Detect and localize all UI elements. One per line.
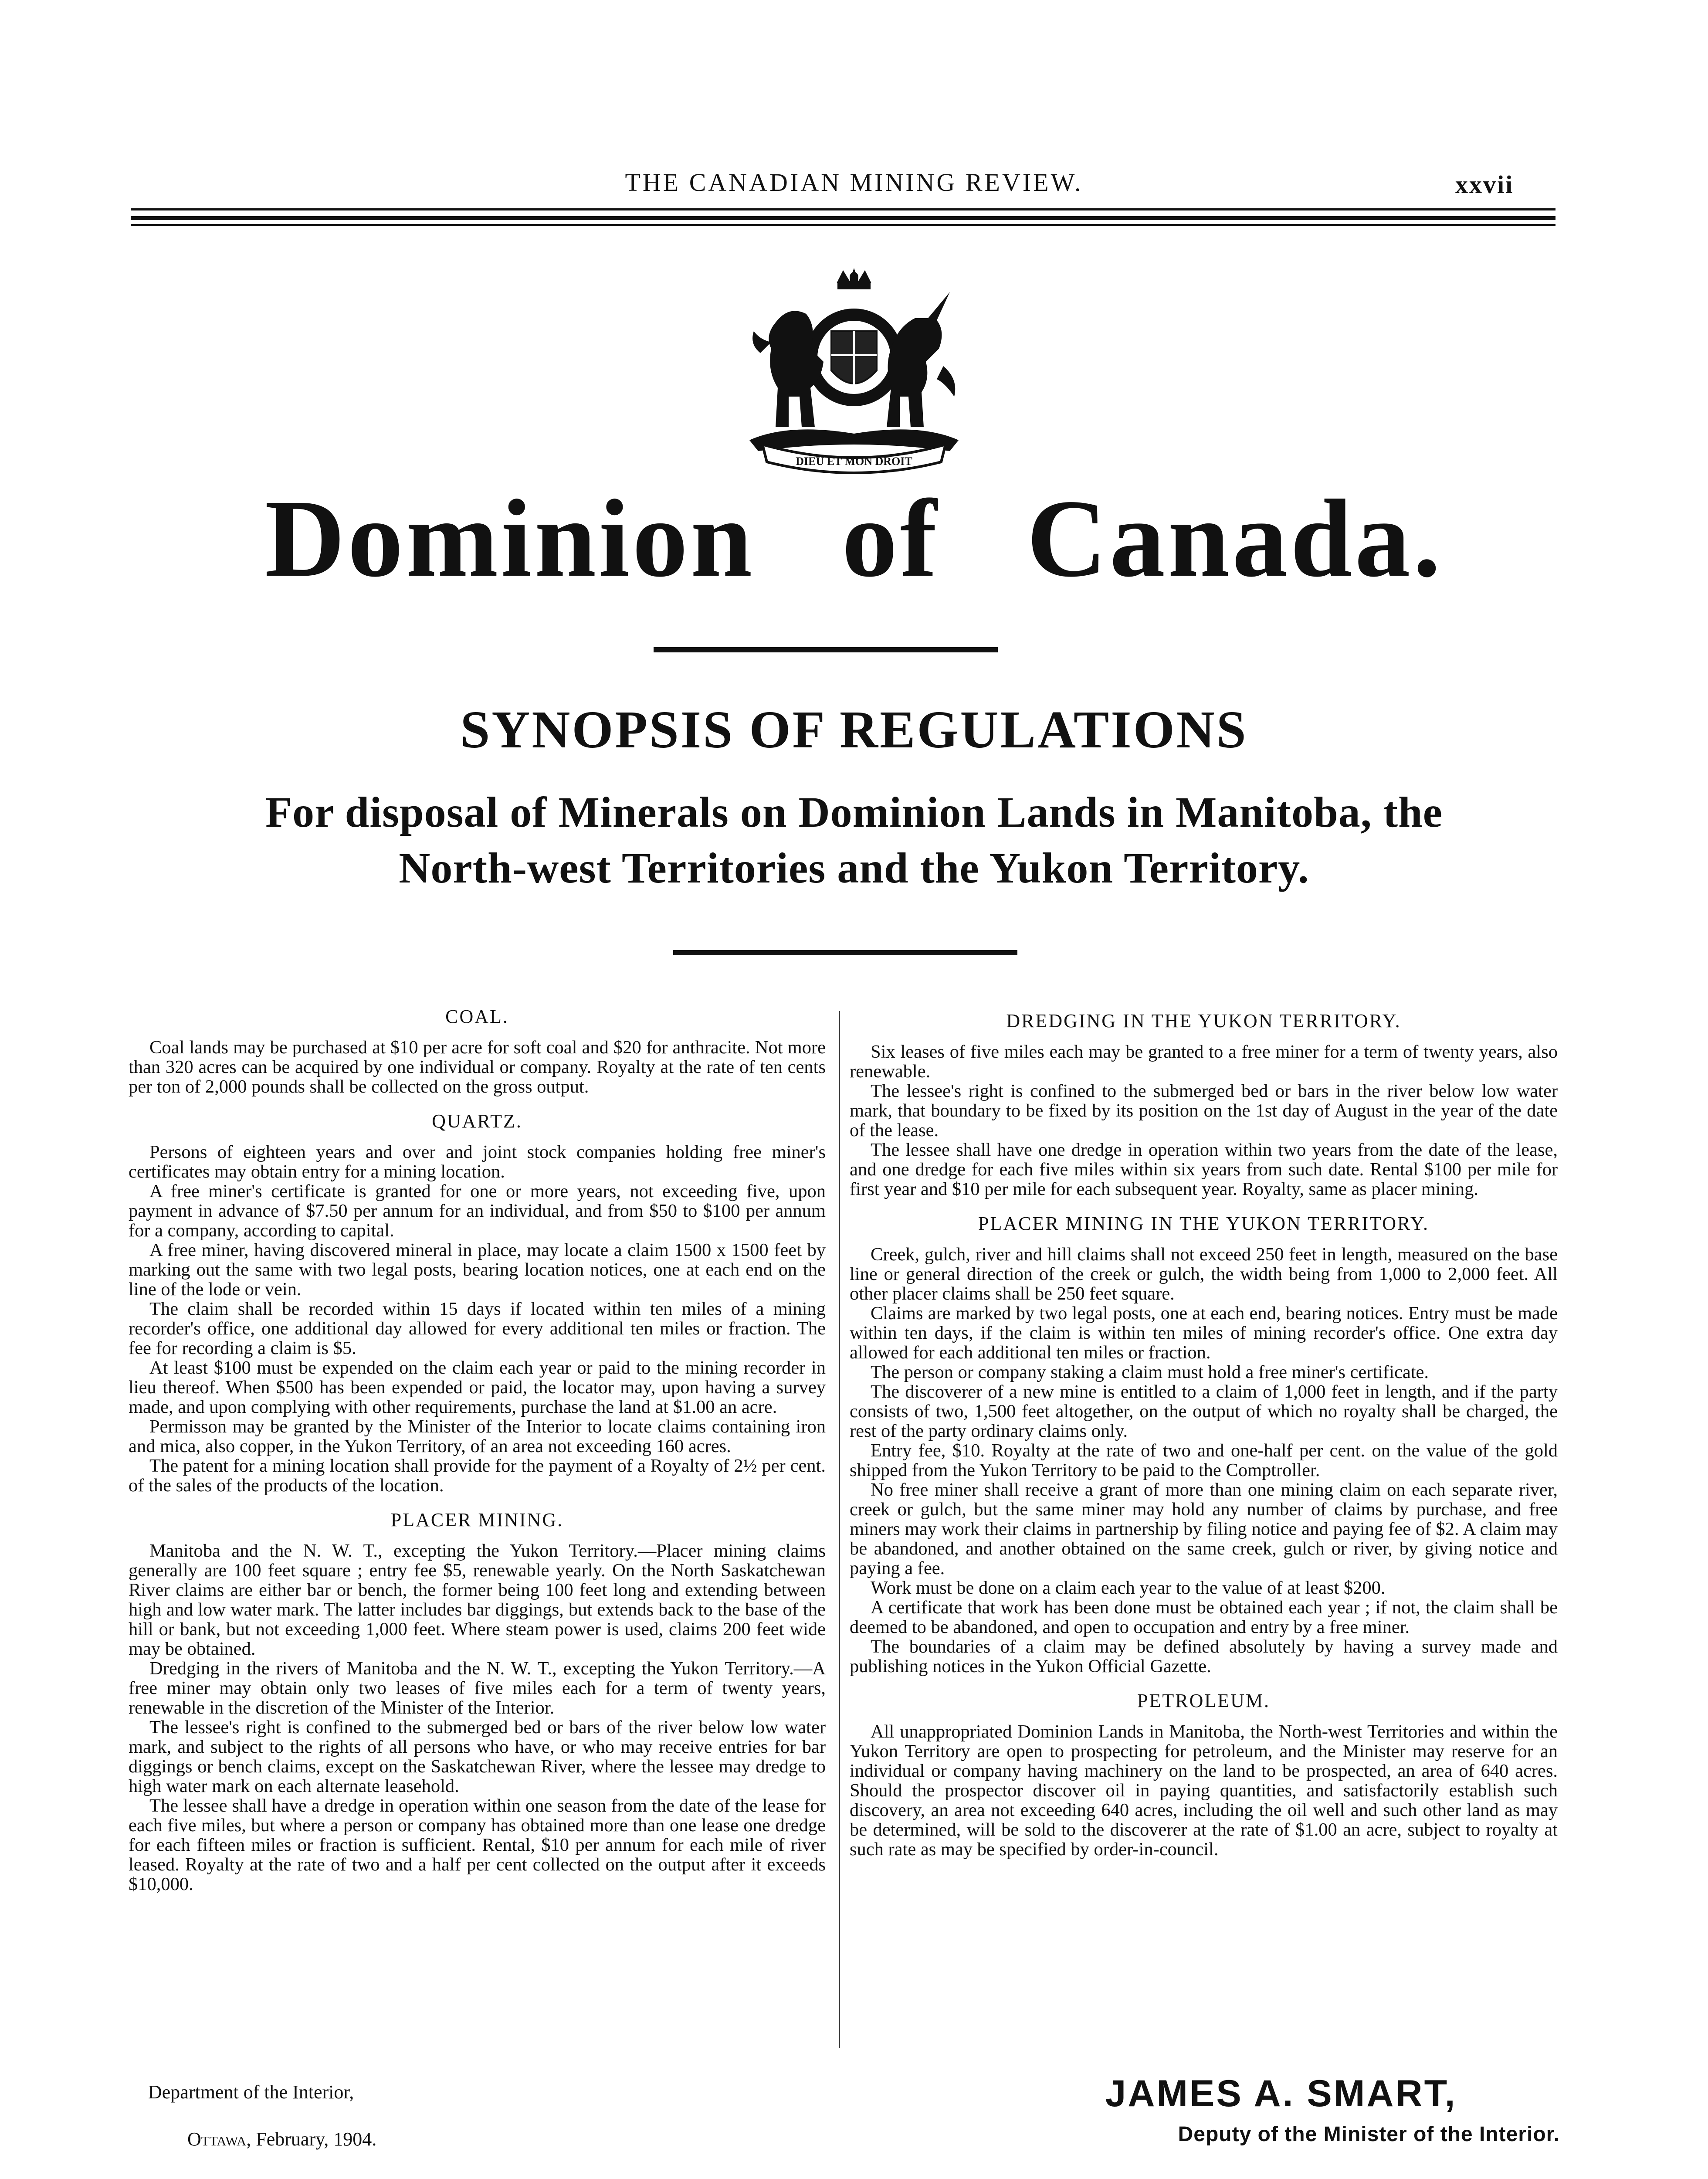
right-column — [850, 1011, 1558, 1859]
quartz-paragraph: A free miner, having discovered mineral in place, may locate a claim 1500 x 1500 feet by marking out the same with two legal posts, bearing location notices, one at each end on the line of the lode or vein. — [129, 1240, 826, 1300]
header-rule-top — [131, 208, 1556, 210]
dredging-paragraph: The lessee's right is confined to the submerged bed or bars in the river below low water mark, that boundary to be fixed by its position on the 1st day of August in the year of the date of the lease. — [850, 1081, 1558, 1140]
yukon-paragraph: The person or company staking a claim must hold a free miner's certificate. — [871, 1362, 1429, 1382]
quartz-paragraph: The claim shall be recorded within 15 days if located within ten miles of a mining recorder's office, one additional day allowed for every additional ten miles or fraction. The fee for recording a claim is $5. — [129, 1299, 826, 1358]
place-date-line — [187, 2128, 376, 2150]
running-header-title: THE CANADIAN MINING REVIEW. — [625, 168, 1083, 197]
placer-mining-heading: PLACER MINING. — [390, 1509, 564, 1531]
place: Ottawa, — [187, 2128, 251, 2150]
column-divider — [839, 1011, 840, 2048]
dredging-paragraph: The lessee shall have one dredge in operation within two years from the date of the lease, and one dredge for each five miles within six years from such date. Rental $100 per mile for first year and $10 per mile for each subsequent year. Royalty, same as placer mining. — [850, 1140, 1558, 1199]
yukon-placer-heading: PLACER MINING IN THE YUKON TERRITORY. — [978, 1213, 1430, 1234]
signer-title: Deputy of the Minister of the Interior. — [1178, 2123, 1560, 2146]
motto-text: DIEU ET MON DROIT — [796, 455, 912, 468]
yukon-paragraph: Creek, gulch, river and hill claims shall not exceed 250 feet in length, measured on the base line or general direction of the creek or gulch, the width being from 1,000 to 2,000 feet. All other placer claims shall be 250 feet square. — [850, 1244, 1558, 1304]
subtitle — [87, 784, 1621, 896]
quartz-paragraph: Permisson may be granted by the Minister of the Interior to locate claims containing iron and mica, also copper, in the Yukon Territory, of an area not exceeding 160 acres. — [129, 1416, 826, 1456]
header-rule-bottom — [131, 224, 1556, 226]
coal-paragraph: Coal lands may be purchased at $10 per acre for soft coal and $20 for anthracite. Not more than 320 acres can be acquired by one individual or company. Royalty at the rate of ten cents per ton of 2,000 pounds shall be collected on the gross output. — [129, 1037, 826, 1097]
subtitle-line-1: For disposal of Minerals on Dominion Lands in Manitoba, the — [265, 788, 1443, 836]
placer-paragraph: Dredging in the rivers of Manitoba and the N. W. T., excepting the Yukon Territory.—A free miner may obtain only two leases of five miles each for a term of twenty years, renewable in the discretion of the Minister of the Interior. — [129, 1658, 826, 1718]
yukon-paragraph: The boundaries of a claim may be defined absolutely by having a survey made and publishing notices in the Yukon Official Gazette. — [850, 1636, 1558, 1677]
yukon-paragraph: No free miner shall receive a grant of more than one mining claim on each separate river, creek or gulch, but the same miner may hold any number of claims by purchase, and free miners may work their claims in partnership by filing notice and paying fee of $2. A claim may be abandoned, and another obtained on the same creek, gulch or river, by giving notice and paying a fee. — [850, 1480, 1558, 1578]
placer-paragraph: The lessee's right is confined to the submerged bed or bars of the river below low water mark, and subject to the rights of all persons who have, or who may receive entries for bar diggings or bench claims, except on the Saskatchewan River, where the lessee may dredge to high water mark on each alternate leasehold. — [129, 1717, 826, 1796]
subtitle-rule — [673, 950, 1017, 955]
main-title: Dominion of Canada. — [264, 477, 1444, 600]
yukon-paragraph: Work must be done on a claim each year to the value of at least $200. — [871, 1578, 1386, 1598]
placer-paragraph: The lessee shall have a dredge in operation within one season from the date of the lease for each five miles, but where a person or company has obtained more than one lease one dredge for each fifteen miles or fraction is sufficient. Rental, $10 per annum for each mile of river leased. Royalty at the rate of two and a half per cent collected on the output after it exceeds $10,000. — [129, 1795, 826, 1894]
department-line: Department of the Interior, — [148, 2081, 354, 2103]
date: February, 1904. — [256, 2128, 377, 2150]
dredging-paragraph: Six leases of five miles each may be granted to a free miner for a term of twenty years, also renewable. — [850, 1042, 1558, 1082]
coal-heading: COAL. — [445, 1006, 509, 1027]
left-column — [129, 1007, 826, 1894]
dredging-heading: DREDGING IN THE YUKON TERRITORY. — [1006, 1010, 1401, 1032]
quartz-paragraph: A free miner's certificate is granted for one or more years, not exceeding five, upon payment in advance of $7.50 per annum for an individual, and from $50 to $100 per annum for a company, according to capital. — [129, 1181, 826, 1241]
quartz-paragraph: At least $100 must be expended on the claim each year or paid to the mining recorder in lieu thereof. When $500 has been expended or paid, the locator may, upon having a survey made, and upon complying with other requirements, purchase the land at $1.00 an acre. — [129, 1358, 826, 1417]
page-number: xxvii — [1455, 170, 1514, 199]
yukon-paragraph: Entry fee, $10. Royalty at the rate of two and one-half per cent. on the value of the gold shipped from the Yukon Territory to be paid to the Comptroller. — [850, 1440, 1558, 1480]
header-rule-middle — [131, 216, 1556, 220]
quartz-paragraph: Persons of eighteen years and over and joint stock companies holding free miner's certificates may obtain entry for a mining location. — [129, 1142, 826, 1182]
royal-coat-of-arms — [723, 266, 985, 484]
yukon-paragraph: A certificate that work has been done must be obtained each year ; if not, the claim shall be deemed to be abandoned, and open to occupation and entry by a free miner. — [850, 1597, 1558, 1637]
title-rule — [654, 647, 998, 652]
yukon-paragraph: The discoverer of a new mine is entitled to a claim of 1,000 feet in length, and if the party consists of two, 1,500 feet altogether, on the output of which no royalty shall be charged, the rest of the party ordinary claims only. — [850, 1381, 1558, 1441]
subtitle-line-2: North-west Territories and the Yukon Territory. — [399, 844, 1309, 892]
quartz-paragraph: The patent for a mining location shall provide for the payment of a Royalty of 2½ per cent. of the sales of the products of the location. — [129, 1456, 826, 1496]
quartz-heading: QUARTZ. — [432, 1110, 522, 1132]
petroleum-heading: PETROLEUM. — [1137, 1690, 1270, 1711]
placer-paragraph: Manitoba and the N. W. T., excepting the Yukon Territory.—Placer mining claims generally are 100 feet square ; entry fee $5, renewable yearly. On the North Saskatchewan River claims are either bar or bench, the former being 100 feet long and extending between high and low water mark. The latter includes bar diggings, but extends back to the base of the hill or bank, but not exceeding 1,000 feet. Where steam power is used, claims 200 feet wide may be obtained. — [129, 1541, 826, 1659]
yukon-paragraph: Claims are marked by two legal posts, one at each end, bearing notices. Entry must be made within ten days, if the claim is within ten miles of mining recorder's office. One extra day allowed for each additional ten miles or fraction. — [850, 1303, 1558, 1363]
signer-name: JAMES A. SMART, — [1105, 2073, 1457, 2115]
petroleum-paragraph: All unappropriated Dominion Lands in Manitoba, the North-west Territories and within the Yukon Territory are open to prospecting for petroleum, and the Minister may reserve for an individual or company having machinery on the land to be prospected, an area of 640 acres. Should the prospector discover oil in paying quantities, and satisfactorily establish such discovery, an area not exceeding 640 acres, including the oil well and such other land as may be determined, will be sold to the discoverer at the rate of $1.00 an acre, subject to royalty at such rate as may be specified by order-in-council. — [850, 1721, 1558, 1860]
synopsis-heading: SYNOPSIS OF REGULATIONS — [460, 700, 1248, 759]
